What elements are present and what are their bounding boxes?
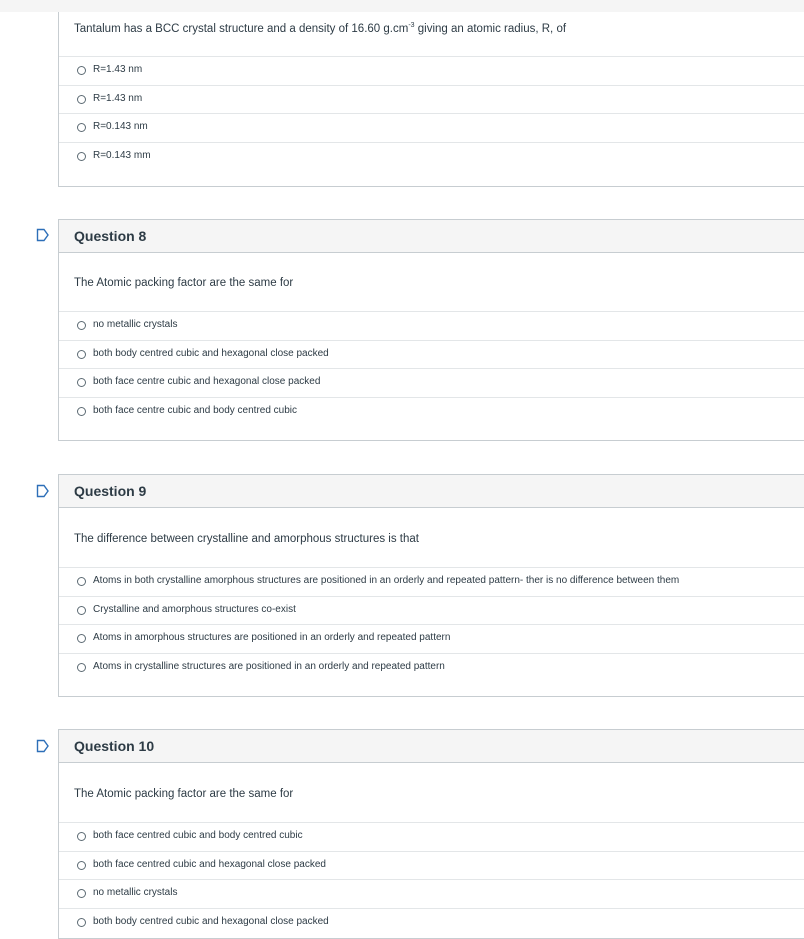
answer-option[interactable] bbox=[59, 624, 804, 653]
radio-icon[interactable] bbox=[77, 350, 86, 359]
flag-icon[interactable] bbox=[36, 484, 50, 498]
question-10-answers bbox=[59, 822, 804, 937]
answer-option[interactable] bbox=[59, 340, 804, 369]
question-10-text: The Atomic packing factor are the same for bbox=[74, 788, 294, 800]
answer-label: Atoms in amorphous structures are positioned in an orderly and repeated pattern bbox=[93, 632, 451, 644]
answer-label: no metallic crystals bbox=[93, 887, 178, 899]
radio-icon[interactable] bbox=[77, 123, 86, 132]
question-title: Question 9 bbox=[74, 483, 147, 499]
answer-option[interactable] bbox=[59, 56, 804, 85]
answer-option[interactable] bbox=[59, 142, 804, 171]
radio-icon[interactable] bbox=[77, 663, 86, 672]
answer-option[interactable] bbox=[59, 567, 804, 596]
radio-icon[interactable] bbox=[77, 606, 86, 615]
answer-option[interactable] bbox=[59, 113, 804, 142]
radio-icon[interactable] bbox=[77, 832, 86, 841]
question-9-answers bbox=[59, 567, 804, 682]
answer-label: both face centred cubic and hexagonal close packed bbox=[93, 858, 326, 870]
answer-option[interactable] bbox=[59, 653, 804, 682]
question-8-text: The Atomic packing factor are the same for bbox=[74, 277, 294, 289]
answer-label: no metallic crystals bbox=[93, 319, 178, 330]
question-8-card bbox=[58, 219, 804, 441]
question-8-header bbox=[59, 220, 804, 253]
answer-label: both body centred cubic and hexagonal close packed bbox=[93, 916, 329, 928]
answer-option[interactable] bbox=[59, 908, 804, 937]
radio-icon[interactable] bbox=[77, 66, 86, 75]
radio-icon[interactable] bbox=[77, 95, 86, 104]
answer-label: Atoms in crystalline structures are positioned in an orderly and repeated pattern bbox=[93, 661, 445, 673]
answer-option[interactable] bbox=[59, 397, 804, 426]
radio-icon[interactable] bbox=[77, 918, 86, 927]
top-strip bbox=[0, 0, 804, 12]
answer-option[interactable] bbox=[59, 311, 804, 340]
answer-label: both body centred cubic and hexagonal close packed bbox=[93, 347, 329, 359]
question-9-card bbox=[58, 474, 804, 697]
radio-icon[interactable] bbox=[77, 577, 86, 586]
answer-label: R=0.143 mm bbox=[93, 150, 151, 162]
question-7-card bbox=[58, 12, 804, 187]
question-9-header bbox=[59, 475, 804, 508]
radio-icon[interactable] bbox=[77, 889, 86, 898]
radio-icon[interactable] bbox=[77, 407, 86, 416]
answer-label: both face centre cubic and body centred cubic bbox=[93, 405, 298, 417]
question-title: Question 8 bbox=[74, 228, 147, 244]
radio-icon[interactable] bbox=[77, 152, 86, 161]
radio-icon[interactable] bbox=[77, 321, 86, 330]
flag-icon[interactable] bbox=[36, 739, 50, 753]
answer-label: both face centred cubic and body centred cubic bbox=[93, 830, 303, 841]
question-8-answers bbox=[59, 311, 804, 426]
question-title: Question 10 bbox=[74, 738, 155, 754]
answer-label: R=1.43 nm bbox=[93, 64, 143, 75]
flag-icon[interactable] bbox=[36, 228, 50, 242]
question-10-card bbox=[58, 729, 804, 939]
answer-option[interactable] bbox=[59, 851, 804, 880]
answer-label: R=0.143 nm bbox=[93, 121, 148, 133]
answer-label: both face centre cubic and hexagonal close packed bbox=[93, 376, 321, 388]
radio-icon[interactable] bbox=[77, 861, 86, 870]
radio-icon[interactable] bbox=[77, 378, 86, 387]
answer-label: R=1.43 nm bbox=[93, 92, 143, 104]
answer-label: Crystalline and amorphous structures co-exist bbox=[93, 603, 296, 615]
answer-option[interactable] bbox=[59, 822, 804, 851]
answer-option[interactable] bbox=[59, 879, 804, 908]
question-9-text: The difference between crystalline and amorphous structures is that bbox=[74, 533, 419, 545]
question-7-text: Tantalum has a BCC crystal structure and a density of 16.60 $g.cm^{-3}$ giving an atomic radius, R, of bbox=[74, 22, 567, 35]
question-10-header bbox=[59, 730, 804, 763]
question-7-answers bbox=[59, 56, 804, 171]
answer-option[interactable] bbox=[59, 368, 804, 397]
answer-option[interactable] bbox=[59, 85, 804, 114]
answer-option[interactable] bbox=[59, 596, 804, 625]
radio-icon[interactable] bbox=[77, 634, 86, 643]
answer-label: Atoms in both crystalline amorphous structures are positioned in an orderly and repeated pattern- ther is no difference between them bbox=[93, 575, 680, 586]
